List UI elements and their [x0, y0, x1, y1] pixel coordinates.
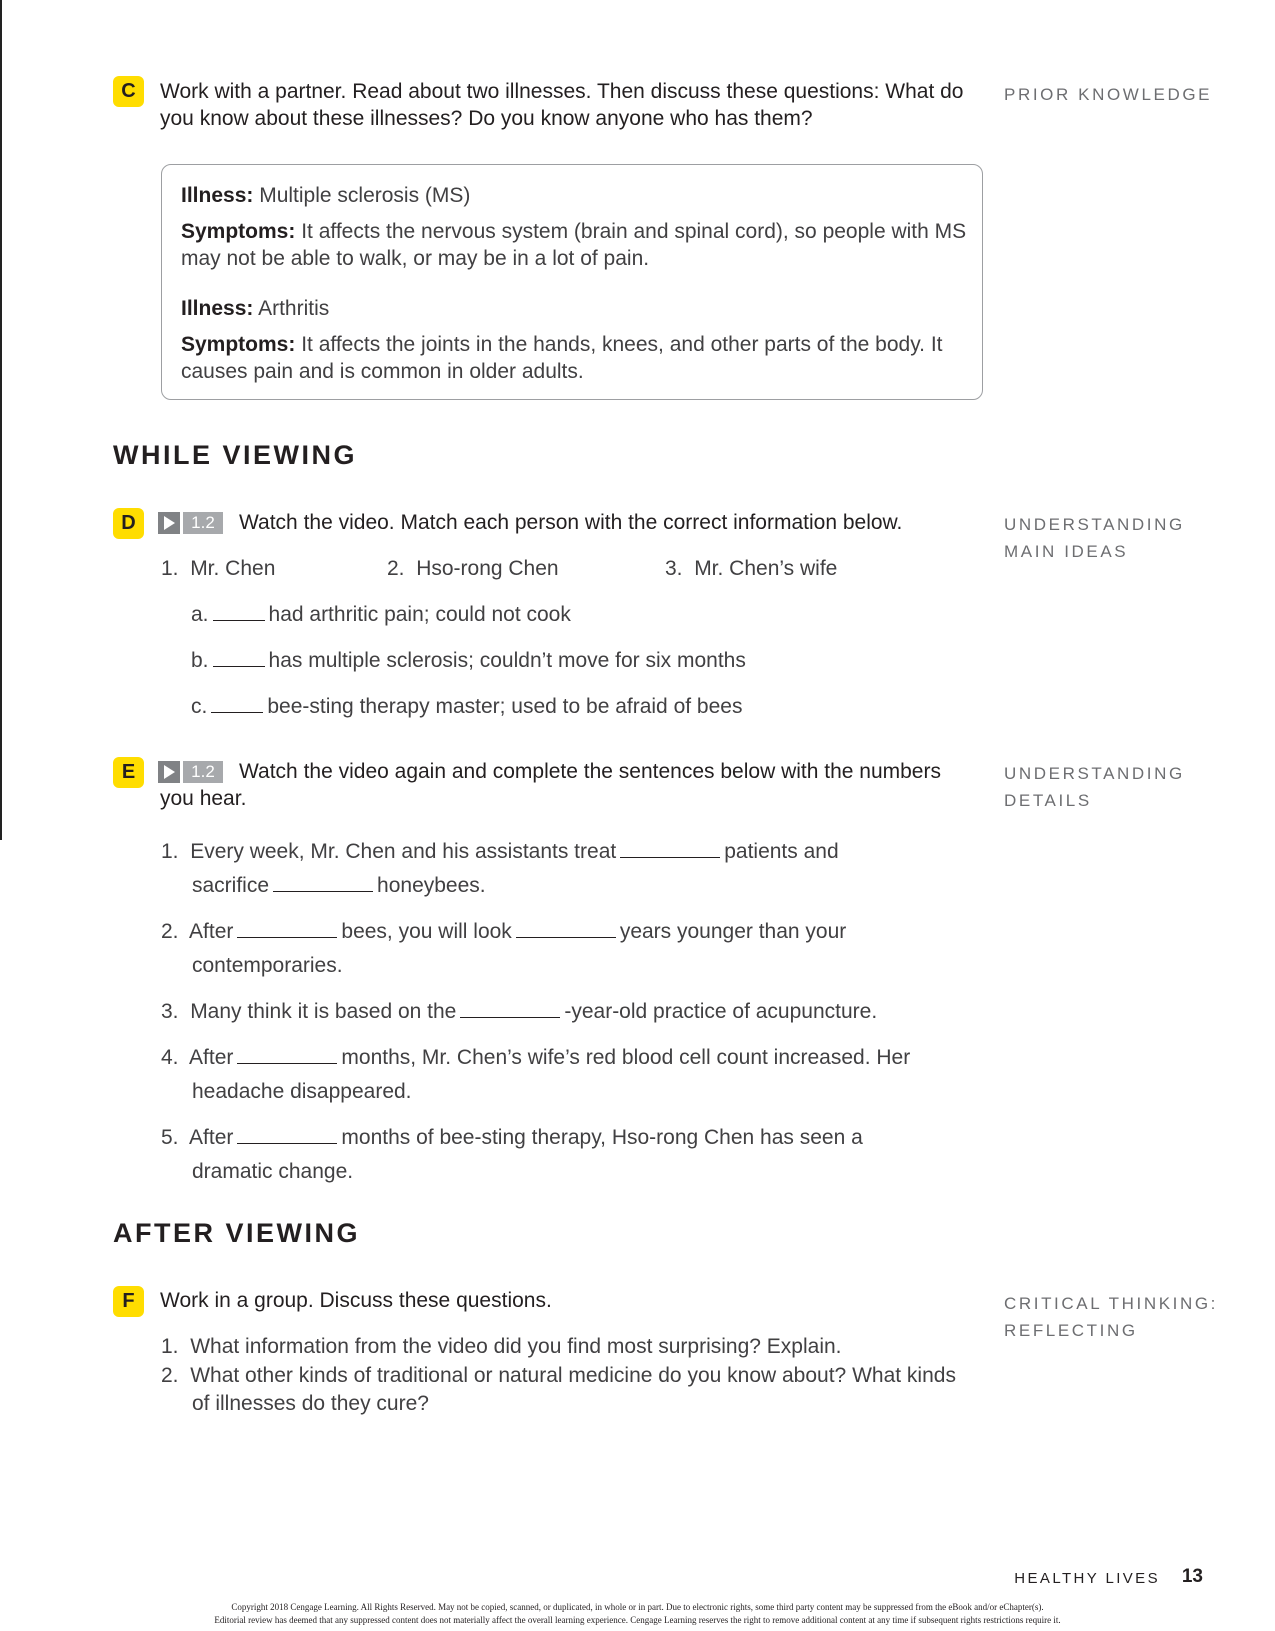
- page-binding-edge: [0, 0, 2, 840]
- video-number: 1.2: [183, 761, 223, 783]
- section-e-badge: E: [113, 757, 144, 788]
- sentence-5-cont: dramatic change.: [192, 1160, 354, 1183]
- sentence-5: [161, 1124, 863, 1151]
- page-number: 13: [1181, 1566, 1203, 1587]
- person-3: [665, 555, 837, 582]
- question-number: 2.: [161, 1364, 179, 1387]
- sentence-text: Every week, Mr. Chen and his assistants treat: [190, 840, 617, 863]
- answer-blank[interactable]: [237, 1125, 337, 1144]
- symptoms-label: Symptoms:: [181, 220, 296, 243]
- match-item-a: [191, 601, 571, 628]
- sentence-text: sacrifice: [192, 874, 270, 897]
- illness-2-name: Arthritis: [258, 297, 330, 320]
- sentence-1: [161, 838, 839, 865]
- section-d-instruction: Watch the video. Match each person with the correct information below.: [239, 511, 903, 534]
- person-1: [161, 555, 275, 582]
- side-label-prior-knowledge: PRIOR KNOWLEDGE: [1004, 85, 1213, 104]
- sentence-2-cont: contemporaries.: [192, 954, 343, 977]
- illness-2-row: [181, 295, 971, 322]
- sentence-number: 1.: [161, 840, 179, 863]
- section-d-video-button[interactable]: [158, 512, 223, 534]
- video-number: 1.2: [183, 512, 223, 534]
- side-label-critical-thinking-2: REFLECTING: [1004, 1321, 1138, 1340]
- section-e-instruction-line1: Watch the video again and complete the sentences below with the numbers: [239, 760, 941, 783]
- sentence-text: After: [189, 1046, 234, 1069]
- sentence-text: -year-old practice of acupuncture.: [564, 1000, 878, 1023]
- side-label-critical-thinking-1: CRITICAL THINKING:: [1004, 1294, 1218, 1313]
- item-text: had arthritic pain; could not cook: [268, 603, 571, 626]
- illness-1-name: Multiple sclerosis (MS): [259, 184, 471, 207]
- while-viewing-heading: WHILE VIEWING: [113, 440, 357, 470]
- person-name: Mr. Chen’s wife: [694, 557, 838, 580]
- section-e-video-button[interactable]: [158, 761, 223, 783]
- play-icon: [158, 761, 180, 783]
- sentence-number: 4.: [161, 1046, 179, 1069]
- person-name: Mr. Chen: [190, 557, 276, 580]
- chapter-title: HEALTHY LIVES: [1014, 1570, 1160, 1587]
- question-number: 1.: [161, 1335, 179, 1358]
- answer-blank[interactable]: [273, 873, 373, 892]
- after-viewing-heading: AFTER VIEWING: [113, 1218, 360, 1248]
- item-letter: c.: [191, 695, 208, 718]
- discussion-question-1: [161, 1333, 842, 1360]
- side-label-understanding-main-ideas-2: MAIN IDEAS: [1004, 542, 1129, 561]
- symptoms-1-line2: may not be able to walk, or may be in a lot of pain.: [181, 247, 650, 270]
- sentence-text: honeybees.: [377, 874, 486, 897]
- discussion-question-2: [161, 1362, 956, 1389]
- symptoms-1-text: It affects the nervous system (brain and spinal cord), so people with MS: [301, 220, 967, 243]
- illness-label: Illness:: [181, 184, 254, 207]
- sentence-text: months of bee-sting therapy, Hso-rong Chen has seen a: [341, 1126, 863, 1149]
- section-c-instruction-line1: Work with a partner. Read about two illnesses. Then discuss these questions: What do: [160, 80, 964, 103]
- answer-blank[interactable]: [213, 648, 265, 667]
- match-item-c: [191, 693, 742, 720]
- section-c-instruction-line2: you know about these illnesses? Do you know anyone who has them?: [160, 107, 813, 130]
- section-c-badge: C: [113, 76, 144, 107]
- item-text: has multiple sclerosis; couldn’t move for six months: [268, 649, 746, 672]
- sentence-number: 3.: [161, 1000, 179, 1023]
- answer-blank[interactable]: [213, 602, 265, 621]
- sentence-4-cont: headache disappeared.: [192, 1080, 412, 1103]
- item-letter: b.: [191, 649, 209, 672]
- side-label-understanding-details-2: DETAILS: [1004, 791, 1092, 810]
- person-2: [387, 555, 559, 582]
- sentence-3: [161, 998, 877, 1025]
- illness-1-row: [181, 182, 971, 209]
- answer-blank[interactable]: [460, 999, 560, 1018]
- symptoms-1-row: [181, 218, 971, 245]
- answer-blank[interactable]: [211, 694, 263, 713]
- answer-blank[interactable]: [620, 839, 720, 858]
- answer-blank[interactable]: [237, 1045, 337, 1064]
- answer-blank[interactable]: [237, 919, 337, 938]
- sentence-1-cont: [192, 872, 486, 899]
- question-text: What other kinds of traditional or natural medicine do you know about? What kinds: [190, 1364, 956, 1387]
- sentence-number: 5.: [161, 1126, 179, 1149]
- section-e-instruction-line2: you hear.: [160, 787, 247, 810]
- play-icon: [158, 512, 180, 534]
- symptoms-2-text: It affects the joints in the hands, knees, and other parts of the body. It: [301, 333, 943, 356]
- person-number: 1.: [161, 557, 179, 580]
- symptoms-2-row: [181, 331, 971, 358]
- side-label-understanding-details-1: UNDERSTANDING: [1004, 764, 1185, 783]
- question-text: What information from the video did you find most surprising? Explain.: [190, 1335, 842, 1358]
- sentence-4: [161, 1044, 910, 1071]
- person-number: 3.: [665, 557, 683, 580]
- sentence-2: [161, 918, 846, 945]
- copyright-line1: Copyright 2018 Cengage Learning. All Rights Reserved. May not be copied, scanned, or duplicated, in whole or in part. Due to electronic rights, some third party content may be suppressed from the eBook and/or eChapter(s).: [231, 1602, 1044, 1612]
- illness-label: Illness:: [181, 297, 254, 320]
- side-label-understanding-main-ideas-1: UNDERSTANDING: [1004, 515, 1185, 534]
- sentence-text: After: [189, 1126, 234, 1149]
- sentence-text: Many think it is based on the: [190, 1000, 457, 1023]
- match-item-b: [191, 647, 746, 674]
- sentence-text: bees, you will look: [341, 920, 512, 943]
- person-number: 2.: [387, 557, 405, 580]
- section-d-badge: D: [113, 508, 144, 539]
- copyright-line2: Editorial review has deemed that any suppressed content does not materially affect the overall learning experience. Cengage Learning reserves the right to remove additional content at any time if subsequent rights restrictions require it.: [214, 1615, 1061, 1625]
- sentence-text: years younger than your: [619, 920, 847, 943]
- section-f-instruction: Work in a group. Discuss these questions.: [160, 1289, 552, 1312]
- sentence-number: 2.: [161, 920, 179, 943]
- item-letter: a.: [191, 603, 209, 626]
- symptoms-2-line2: causes pain and is common in older adults.: [181, 360, 584, 383]
- sentence-text: patients and: [724, 840, 839, 863]
- sentence-text: After: [189, 920, 234, 943]
- answer-blank[interactable]: [516, 919, 616, 938]
- discussion-question-2-cont: of illnesses do they cure?: [192, 1392, 429, 1415]
- section-f-badge: F: [113, 1286, 144, 1317]
- symptoms-label: Symptoms:: [181, 333, 296, 356]
- sentence-text: months, Mr. Chen’s wife’s red blood cell count increased. Her: [341, 1046, 911, 1069]
- item-text: bee-sting therapy master; used to be afraid of bees: [267, 695, 743, 718]
- person-name: Hso-rong Chen: [416, 557, 559, 580]
